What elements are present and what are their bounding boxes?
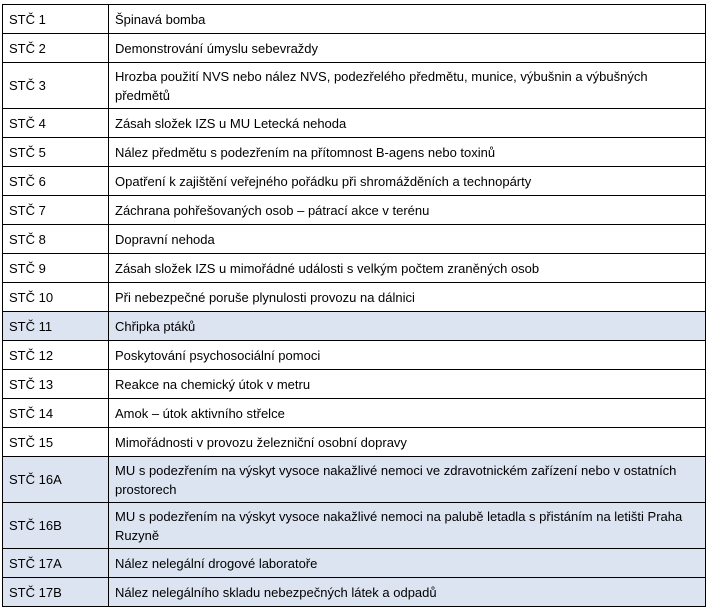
table-row <box>3 578 706 607</box>
row-description: Dopravní nehoda <box>109 225 706 254</box>
table-row <box>3 457 706 503</box>
row-description: Reakce na chemický útok v metru <box>109 370 706 399</box>
row-code: STČ 4 <box>3 109 109 138</box>
table-row <box>3 34 706 63</box>
row-code: STČ 16B <box>3 503 109 549</box>
table-row <box>3 399 706 428</box>
row-description: Nález nelegálního skladu nebezpečných látek a odpadů <box>109 578 706 607</box>
stc-table-body <box>3 5 706 607</box>
row-code: STČ 11 <box>3 312 109 341</box>
row-description: Záchrana pohřešovaných osob – pátrací akce v terénu <box>109 196 706 225</box>
row-code: STČ 17B <box>3 578 109 607</box>
row-description: Špinavá bomba <box>109 5 706 34</box>
row-description: Nález předmětu s podezřením na přítomnost B-agens nebo toxinů <box>109 138 706 167</box>
row-description: MU s podezřením na výskyt vysoce nakažlivé nemoci na palubě letadla s přistáním na letišti Praha Ruzyně <box>109 503 706 549</box>
row-description: Zásah složek IZS u MU Letecká nehoda <box>109 109 706 138</box>
row-description: Opatření k zajištění veřejného pořádku při shromážděních a technopárty <box>109 167 706 196</box>
row-description: MU s podezřením na výskyt vysoce nakažlivé nemoci ve zdravotnickém zařízení nebo v ostatních prostorech <box>109 457 706 503</box>
table-row <box>3 254 706 283</box>
table-row <box>3 283 706 312</box>
table-row <box>3 5 706 34</box>
row-description: Hrozba použití NVS nebo nález NVS, podezřelého předmětu, munice, výbušnin a výbušných předmětů <box>109 63 706 109</box>
row-code: STČ 7 <box>3 196 109 225</box>
row-code: STČ 13 <box>3 370 109 399</box>
row-code: STČ 9 <box>3 254 109 283</box>
row-description: Amok – útok aktivního střelce <box>109 399 706 428</box>
table-row <box>3 109 706 138</box>
row-description: Zásah složek IZS u mimořádné události s velkým počtem zraněných osob <box>109 254 706 283</box>
row-code: STČ 2 <box>3 34 109 63</box>
row-code: STČ 8 <box>3 225 109 254</box>
row-code: STČ 16A <box>3 457 109 503</box>
table-row <box>3 63 706 109</box>
row-description: Poskytování psychosociální pomoci <box>109 341 706 370</box>
table-row <box>3 225 706 254</box>
table-row <box>3 549 706 578</box>
row-code: STČ 10 <box>3 283 109 312</box>
table-row <box>3 196 706 225</box>
row-code: STČ 17A <box>3 549 109 578</box>
table-row <box>3 138 706 167</box>
table-row <box>3 341 706 370</box>
row-code: STČ 3 <box>3 63 109 109</box>
row-code: STČ 15 <box>3 428 109 457</box>
row-code: STČ 14 <box>3 399 109 428</box>
row-description: Mimořádnosti v provozu železniční osobní dopravy <box>109 428 706 457</box>
row-code: STČ 5 <box>3 138 109 167</box>
table-row <box>3 428 706 457</box>
row-code: STČ 12 <box>3 341 109 370</box>
row-description: Nález nelegální drogové laboratoře <box>109 549 706 578</box>
table-row <box>3 312 706 341</box>
row-description: Demonstrování úmyslu sebevraždy <box>109 34 706 63</box>
table-row <box>3 370 706 399</box>
stc-table <box>2 4 706 607</box>
row-description: Chřipka ptáků <box>109 312 706 341</box>
row-code: STČ 1 <box>3 5 109 34</box>
row-code: STČ 6 <box>3 167 109 196</box>
row-description: Při nebezpečné poruše plynulosti provozu na dálnici <box>109 283 706 312</box>
table-row <box>3 503 706 549</box>
table-row <box>3 167 706 196</box>
